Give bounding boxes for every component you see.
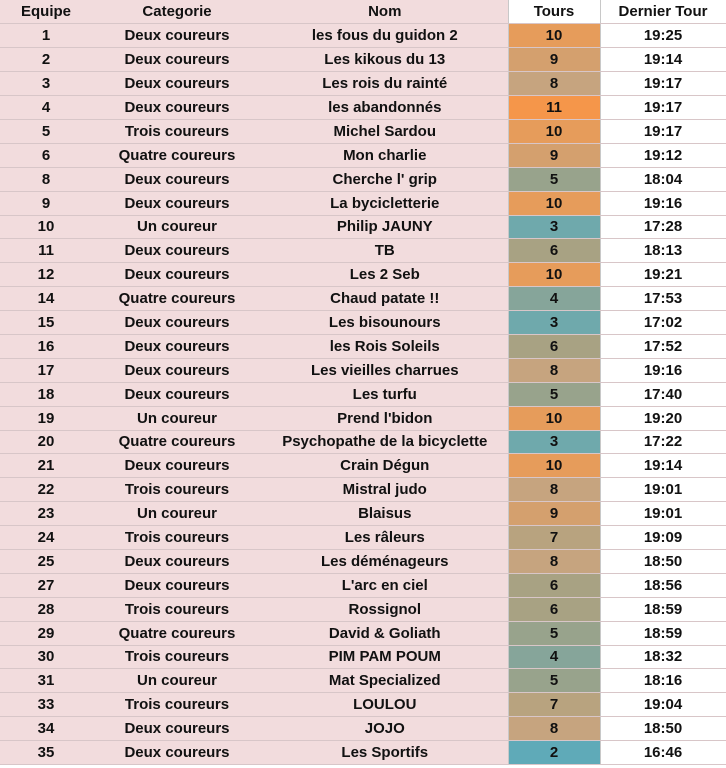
cell-categorie: Deux coureurs xyxy=(92,191,262,215)
table-row xyxy=(0,143,726,167)
cell-equipe: 28 xyxy=(0,597,92,621)
cell-categorie: Deux coureurs xyxy=(92,382,262,406)
cell-categorie: Un coureur xyxy=(92,406,262,430)
cell-categorie: Deux coureurs xyxy=(92,239,262,263)
table-row xyxy=(0,669,726,693)
table-row xyxy=(0,597,726,621)
cell-categorie: Deux coureurs xyxy=(92,24,262,48)
cell-equipe: 27 xyxy=(0,573,92,597)
cell-categorie: Deux coureurs xyxy=(92,167,262,191)
cell-nom: Michel Sardou xyxy=(262,119,508,143)
cell-dernier-tour: 19:21 xyxy=(600,263,726,287)
table-row xyxy=(0,502,726,526)
cell-tours: 3 xyxy=(508,430,600,454)
cell-tours: 4 xyxy=(508,287,600,311)
table-row xyxy=(0,167,726,191)
cell-categorie: Deux coureurs xyxy=(92,573,262,597)
table-row xyxy=(0,334,726,358)
cell-dernier-tour: 19:20 xyxy=(600,406,726,430)
cell-categorie: Trois coureurs xyxy=(92,645,262,669)
cell-categorie: Quatre coureurs xyxy=(92,143,262,167)
table-row xyxy=(0,119,726,143)
table-row xyxy=(0,287,726,311)
cell-categorie: Deux coureurs xyxy=(92,549,262,573)
cell-categorie: Deux coureurs xyxy=(92,741,262,765)
cell-tours: 4 xyxy=(508,645,600,669)
cell-equipe: 20 xyxy=(0,430,92,454)
table-row xyxy=(0,311,726,335)
cell-tours: 5 xyxy=(508,669,600,693)
table-row xyxy=(0,478,726,502)
cell-nom: La bycicletterie xyxy=(262,191,508,215)
cell-nom: Mistral judo xyxy=(262,478,508,502)
cell-categorie: Deux coureurs xyxy=(92,72,262,96)
cell-tours: 10 xyxy=(508,454,600,478)
cell-nom: TB xyxy=(262,239,508,263)
cell-nom: Mat Specialized xyxy=(262,669,508,693)
cell-tours: 6 xyxy=(508,597,600,621)
cell-categorie: Deux coureurs xyxy=(92,48,262,72)
cell-categorie: Trois coureurs xyxy=(92,478,262,502)
table-row xyxy=(0,717,726,741)
cell-nom: Les turfu xyxy=(262,382,508,406)
cell-tours: 10 xyxy=(508,406,600,430)
table-row xyxy=(0,454,726,478)
cell-dernier-tour: 18:50 xyxy=(600,549,726,573)
cell-dernier-tour: 18:04 xyxy=(600,167,726,191)
table-body xyxy=(0,24,726,765)
table-row xyxy=(0,191,726,215)
cell-dernier-tour: 18:50 xyxy=(600,717,726,741)
table-row xyxy=(0,526,726,550)
cell-equipe: 11 xyxy=(0,239,92,263)
cell-dernier-tour: 17:22 xyxy=(600,430,726,454)
cell-equipe: 30 xyxy=(0,645,92,669)
table-row xyxy=(0,263,726,287)
cell-categorie: Deux coureurs xyxy=(92,334,262,358)
cell-dernier-tour: 17:02 xyxy=(600,311,726,335)
cell-equipe: 5 xyxy=(0,119,92,143)
cell-dernier-tour: 19:17 xyxy=(600,96,726,120)
cell-dernier-tour: 19:09 xyxy=(600,526,726,550)
cell-categorie: Quatre coureurs xyxy=(92,621,262,645)
cell-dernier-tour: 19:01 xyxy=(600,502,726,526)
cell-equipe: 4 xyxy=(0,96,92,120)
cell-categorie: Un coureur xyxy=(92,215,262,239)
cell-tours: 2 xyxy=(508,741,600,765)
cell-equipe: 19 xyxy=(0,406,92,430)
header-tours: Tours xyxy=(508,0,600,24)
table-row xyxy=(0,645,726,669)
cell-tours: 3 xyxy=(508,215,600,239)
cell-tours: 7 xyxy=(508,693,600,717)
cell-tours: 11 xyxy=(508,96,600,120)
cell-categorie: Deux coureurs xyxy=(92,717,262,741)
header-row xyxy=(0,0,726,24)
cell-tours: 10 xyxy=(508,119,600,143)
cell-dernier-tour: 18:13 xyxy=(600,239,726,263)
cell-categorie: Quatre coureurs xyxy=(92,430,262,454)
cell-equipe: 2 xyxy=(0,48,92,72)
cell-nom: les Rois Soleils xyxy=(262,334,508,358)
cell-categorie: Un coureur xyxy=(92,502,262,526)
header-categorie: Categorie xyxy=(92,0,262,24)
cell-equipe: 1 xyxy=(0,24,92,48)
cell-equipe: 8 xyxy=(0,167,92,191)
cell-tours: 8 xyxy=(508,717,600,741)
cell-nom: Les rois du rainté xyxy=(262,72,508,96)
cell-dernier-tour: 19:16 xyxy=(600,191,726,215)
cell-tours: 7 xyxy=(508,526,600,550)
cell-tours: 10 xyxy=(508,191,600,215)
cell-categorie: Trois coureurs xyxy=(92,693,262,717)
cell-equipe: 24 xyxy=(0,526,92,550)
cell-nom: Psychopathe de la bicyclette xyxy=(262,430,508,454)
cell-equipe: 12 xyxy=(0,263,92,287)
cell-tours: 5 xyxy=(508,167,600,191)
cell-nom: Les 2 Seb xyxy=(262,263,508,287)
cell-dernier-tour: 19:17 xyxy=(600,72,726,96)
cell-tours: 3 xyxy=(508,311,600,335)
cell-equipe: 34 xyxy=(0,717,92,741)
cell-categorie: Trois coureurs xyxy=(92,119,262,143)
header-nom: Nom xyxy=(262,0,508,24)
cell-dernier-tour: 16:46 xyxy=(600,741,726,765)
cell-tours: 6 xyxy=(508,573,600,597)
cell-dernier-tour: 18:59 xyxy=(600,597,726,621)
cell-dernier-tour: 17:40 xyxy=(600,382,726,406)
cell-nom: Mon charlie xyxy=(262,143,508,167)
cell-tours: 5 xyxy=(508,382,600,406)
cell-categorie: Trois coureurs xyxy=(92,597,262,621)
cell-equipe: 23 xyxy=(0,502,92,526)
cell-tours: 8 xyxy=(508,549,600,573)
table-row xyxy=(0,621,726,645)
cell-dernier-tour: 17:53 xyxy=(600,287,726,311)
cell-dernier-tour: 18:56 xyxy=(600,573,726,597)
cell-nom: Crain Dégun xyxy=(262,454,508,478)
cell-nom: Les kikous du 13 xyxy=(262,48,508,72)
cell-categorie: Quatre coureurs xyxy=(92,287,262,311)
cell-tours: 9 xyxy=(508,502,600,526)
cell-dernier-tour: 19:14 xyxy=(600,454,726,478)
cell-nom: Rossignol xyxy=(262,597,508,621)
cell-tours: 6 xyxy=(508,239,600,263)
cell-equipe: 15 xyxy=(0,311,92,335)
cell-dernier-tour: 18:59 xyxy=(600,621,726,645)
cell-tours: 8 xyxy=(508,478,600,502)
cell-equipe: 35 xyxy=(0,741,92,765)
cell-dernier-tour: 17:28 xyxy=(600,215,726,239)
table-row xyxy=(0,693,726,717)
cell-tours: 10 xyxy=(508,263,600,287)
cell-nom: Les déménageurs xyxy=(262,549,508,573)
cell-nom: David & Goliath xyxy=(262,621,508,645)
cell-nom: Les Sportifs xyxy=(262,741,508,765)
table-row xyxy=(0,406,726,430)
cell-dernier-tour: 18:32 xyxy=(600,645,726,669)
cell-categorie: Deux coureurs xyxy=(92,263,262,287)
table-row xyxy=(0,741,726,765)
cell-equipe: 31 xyxy=(0,669,92,693)
cell-nom: Cherche l' grip xyxy=(262,167,508,191)
cell-categorie: Un coureur xyxy=(92,669,262,693)
cell-nom: Prend l'bidon xyxy=(262,406,508,430)
table-row xyxy=(0,96,726,120)
header-dernier-tour: Dernier Tour xyxy=(600,0,726,24)
cell-equipe: 17 xyxy=(0,358,92,382)
cell-equipe: 22 xyxy=(0,478,92,502)
cell-equipe: 16 xyxy=(0,334,92,358)
cell-equipe: 3 xyxy=(0,72,92,96)
cell-dernier-tour: 19:25 xyxy=(600,24,726,48)
table-row xyxy=(0,24,726,48)
cell-equipe: 21 xyxy=(0,454,92,478)
cell-nom: LOULOU xyxy=(262,693,508,717)
cell-nom: Les bisounours xyxy=(262,311,508,335)
cell-nom: Les vieilles charrues xyxy=(262,358,508,382)
cell-nom: JOJO xyxy=(262,717,508,741)
cell-dernier-tour: 19:04 xyxy=(600,693,726,717)
cell-tours: 6 xyxy=(508,334,600,358)
cell-equipe: 14 xyxy=(0,287,92,311)
table-row xyxy=(0,358,726,382)
cell-dernier-tour: 19:01 xyxy=(600,478,726,502)
cell-nom: PIM PAM POUM xyxy=(262,645,508,669)
cell-nom: L'arc en ciel xyxy=(262,573,508,597)
cell-nom: les fous du guidon 2 xyxy=(262,24,508,48)
cell-equipe: 6 xyxy=(0,143,92,167)
table-row xyxy=(0,215,726,239)
table-row xyxy=(0,382,726,406)
cell-nom: Chaud patate !! xyxy=(262,287,508,311)
table-row xyxy=(0,549,726,573)
cell-equipe: 33 xyxy=(0,693,92,717)
cell-equipe: 10 xyxy=(0,215,92,239)
cell-categorie: Deux coureurs xyxy=(92,96,262,120)
header-equipe: Equipe xyxy=(0,0,92,24)
cell-dernier-tour: 18:16 xyxy=(600,669,726,693)
table-row xyxy=(0,72,726,96)
cell-tours: 9 xyxy=(508,143,600,167)
cell-nom: les abandonnés xyxy=(262,96,508,120)
cell-equipe: 25 xyxy=(0,549,92,573)
cell-equipe: 29 xyxy=(0,621,92,645)
cell-dernier-tour: 17:52 xyxy=(600,334,726,358)
cell-categorie: Deux coureurs xyxy=(92,358,262,382)
table-row xyxy=(0,430,726,454)
cell-tours: 8 xyxy=(508,72,600,96)
cell-equipe: 18 xyxy=(0,382,92,406)
cell-categorie: Deux coureurs xyxy=(92,311,262,335)
cell-tours: 10 xyxy=(508,24,600,48)
cell-nom: Les râleurs xyxy=(262,526,508,550)
cell-dernier-tour: 19:14 xyxy=(600,48,726,72)
table-row xyxy=(0,48,726,72)
cell-dernier-tour: 19:16 xyxy=(600,358,726,382)
cell-dernier-tour: 19:17 xyxy=(600,119,726,143)
cell-nom: Philip JAUNY xyxy=(262,215,508,239)
table-row xyxy=(0,573,726,597)
cell-equipe: 9 xyxy=(0,191,92,215)
table-row xyxy=(0,239,726,263)
cell-dernier-tour: 19:12 xyxy=(600,143,726,167)
cell-categorie: Deux coureurs xyxy=(92,454,262,478)
cell-tours: 9 xyxy=(508,48,600,72)
cell-tours: 8 xyxy=(508,358,600,382)
cell-categorie: Trois coureurs xyxy=(92,526,262,550)
cell-nom: Blaisus xyxy=(262,502,508,526)
cell-tours: 5 xyxy=(508,621,600,645)
